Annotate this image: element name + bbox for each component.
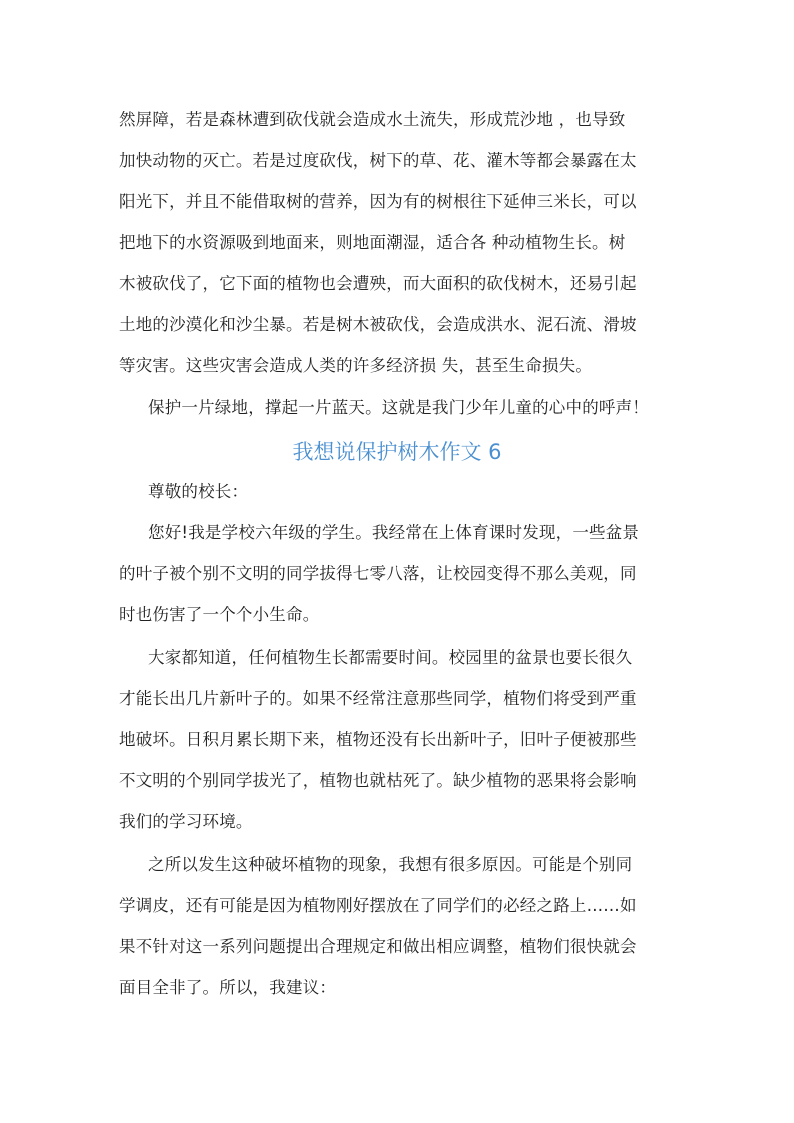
text-line: 不文明的个别同学拔光了，植物也就枯死了。缺少植物的恶果将会影响 [119,771,637,790]
text-line: 时也伤害了一个个小生命。 [119,605,320,624]
text-line: 面目全非了。所以，我建议： [119,978,337,997]
closing-line: 保护一片绿地，撑起一片蓝天。这就是我门少年儿童的心中的呼声！ [148,398,649,417]
text-line: 地破坏。日积月累长期下来，植物还没有长出新叶子，旧叶子便被那些 [119,730,637,749]
text-line: 的叶子被个别不文明的同学拔得七零八落，让校园变得不那么美观，同 [119,564,637,583]
text-line: 果不针对这一系列问题提出合理规定和做出相应调整，植物们很快就会 [119,937,637,956]
text-line: 加快动物的灭亡。若是过度砍伐，树下的草、花、灌木等都会暴露在太 [119,151,637,170]
text-line: 木被砍伐了，它下面的植物也会遭殃，而大面积的砍伐树木，还易引起 [119,274,637,293]
essay-title: 我想说保护树木作文 6 [292,440,502,464]
text-line: 土地的沙漠化和沙尘暴。若是树木被砍伐，会造成洪水、泥石流、滑坡 [119,315,637,334]
text-line: 您好!我是学校六年级的学生。我经常在上体育课时发现，一些盆景 [148,523,640,542]
text-line: 大家都知道，任何植物生长都需要时间。校园里的盆景也要长很久 [148,648,633,667]
text-line: 才能长出几片新叶子的。如果不经常注意那些同学，植物们将受到严重 [119,689,637,708]
text-line: 之所以发生这种破坏植物的现象，我想有很多原因。可能是个别同 [148,855,633,874]
text-line: 等灾害。这些灾害会造成人类的许多经济损 失，甚至生命损失。 [119,356,593,375]
text-line: 阳光下，并且不能借取树的营养，因为有的树根往下延伸三米长，可以 [119,192,637,211]
text-line: 把地下的水资源吸到地面来，则地面潮湿，适合各 种动植物生长。树 [119,233,626,252]
text-line: 我们的学习环境。 [119,812,253,831]
text-line: 然屏障，若是森林遭到砍伐就会造成水土流失，形成荒沙地 ，也导致 [119,110,626,129]
text-line: 学调皮，还有可能是因为植物刚好摆放在了同学们的必经之路上……如 [119,896,637,915]
salutation: 尊敬的校长： [148,482,249,501]
